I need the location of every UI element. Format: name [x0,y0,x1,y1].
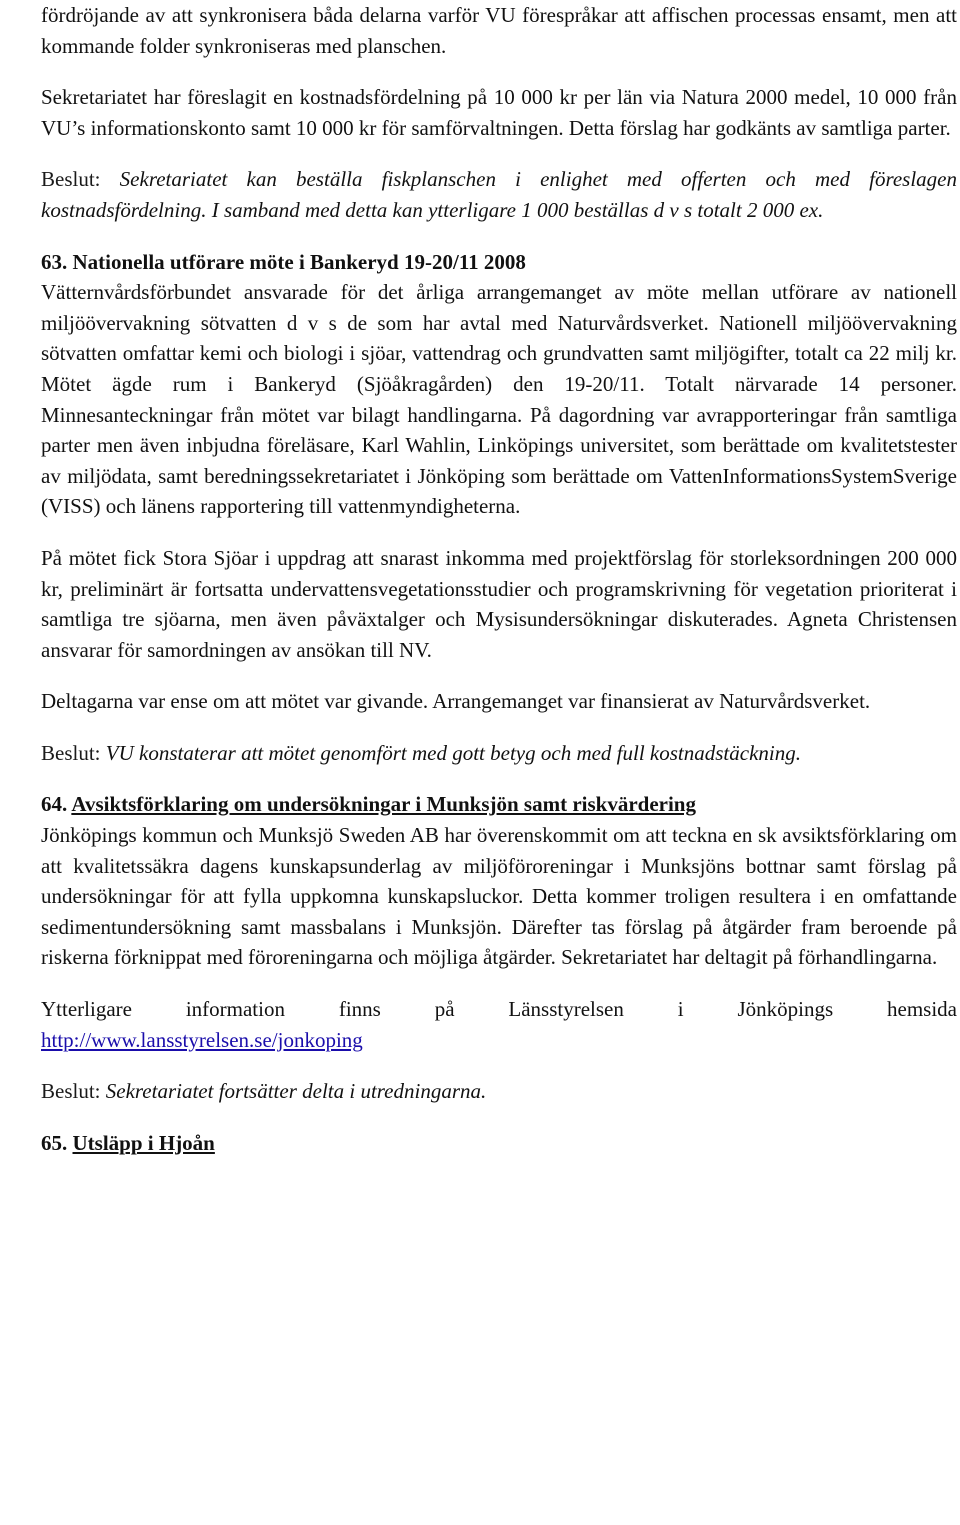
section-63-heading [41,247,957,278]
decision-label: Beslut: [41,1079,101,1104]
section-title: Nationella utförare möte i Bankeryd 19-20/11 2008 [72,249,526,274]
section-number: 64. [41,792,68,817]
section-64-paragraph-1: Jönköpings kommun och Munksjö Sweden AB har överenskommit om att teckna en sk avsiktsförklaring om att kvalitetssäkra dagens kunskapsunderlag av miljöföroreningar i Munksjöns bottnar samt förslag på undersökningar för att fylla uppkomna kunskapsluckor. Detta kommer troligen resultera i en omfattande sedimentundersökning samt massbalans i Munksjön. Därefter tas förslag på åtgärder fram beroende på riskerna förknippat med föroreningarna och möjliga åtgärder. Sekretariatet har deltagit på förhandlingarna. [41,823,957,970]
section-title: Utsläpp i Hjoån [72,1130,215,1155]
intro-paragraph-2: Sekretariatet har föreslagit en kostnadsfördelning på 10 000 kr per län via Natura 2000 medel, 10 000 från VU’s informationskonto samt 10 000 kr för samförvaltningen. Detta förslag har godkänts av samtliga parter. [41,85,957,140]
section-63-paragraph-3: Deltagarna var ense om att mötet var givande. Arrangemanget var finansierat av Naturvårdsverket. [41,689,871,714]
section-65-heading [41,1128,957,1159]
decision-label: Beslut: [41,740,101,765]
section-63-paragraph-2: På mötet fick Stora Sjöar i uppdrag att snarast inkomma med projektförslag för storleksordningen 200 000 kr, preliminärt är fortsatta undervattensvegetationsstudier och programskrivning för vegetation prioriterat i samtliga tre sjöarna, men även påväxtalger och Mysisundersökningar diskuterades. Agneta Christensen ansvarar för samordningen av ansökan till NV. [41,545,957,662]
more-info-text: Ytterligare information finns på Länsstyrelsen i Jönköpings hemsida [41,997,957,1022]
decision-fiskplansch [41,164,957,225]
section-64-heading [41,789,957,820]
decision-text: VU konstaterar att mötet genomfört med gott betyg och med full kostnadstäckning. [105,740,801,765]
section-number: 63. [41,249,68,274]
decision-text: Sekretariatet fortsätter delta i utredningarna. [105,1079,487,1104]
intro-paragraph-1: fördröjande av att synkronisera båda delarna varför VU förespråkar att affischen processas ensamt, men att kommande folder synkroniseras med planschen. [41,3,957,58]
section-title: Avsiktsförklaring om undersökningar i Munksjön samt riskvärdering [71,792,696,817]
section-number: 65. [41,1130,68,1155]
link-line [41,1025,957,1056]
decision-section-64 [41,1076,957,1107]
decision-text: Sekretariatet kan beställa fiskplanschen i enlighet med offerten och med föreslagen kostnadsfördelning. I samband med detta kan ytterligare 1 000 beställas d v s totalt 2 000 ex. [41,167,958,222]
section-64-paragraph-2 [41,994,957,1025]
lansstyrelsen-link[interactable]: http://www.lansstyrelsen.se/jonkoping [41,1027,363,1052]
section-63-paragraph-1: Vätternvårdsförbundet ansvarade för det årliga arrangemanget av möte mellan utförare av nationell miljöövervakning sötvatten d v s de som har avtal med Naturvårdsverket. Nationell miljöövervakning sötvatten omfattar kemi och biologi i sjöar, vattendrag och grundvatten samt miljögifter, totalt ca 22 milj kr. Mötet ägde rum i Bankeryd (Sjöåkragården) den 19-20/11. Totalt närvarade 14 personer. Minnesanteckningar från mötet var bilagt handlingarna. På dagordning var avrapporteringar från samtliga parter men även inbjudna föreläsare, Karl Wahlin, Linköpings universitet, som berättade om kvalitetstester av miljödata, samt beredningssekretariatet i Jönköping som berättade om VattenInformationsSystemSverige (VISS) och länens rapportering till vattenmyndigheterna. [41,280,957,519]
document-page [41,0,957,1158]
decision-section-63 [41,738,957,769]
decision-label: Beslut: [41,167,101,192]
